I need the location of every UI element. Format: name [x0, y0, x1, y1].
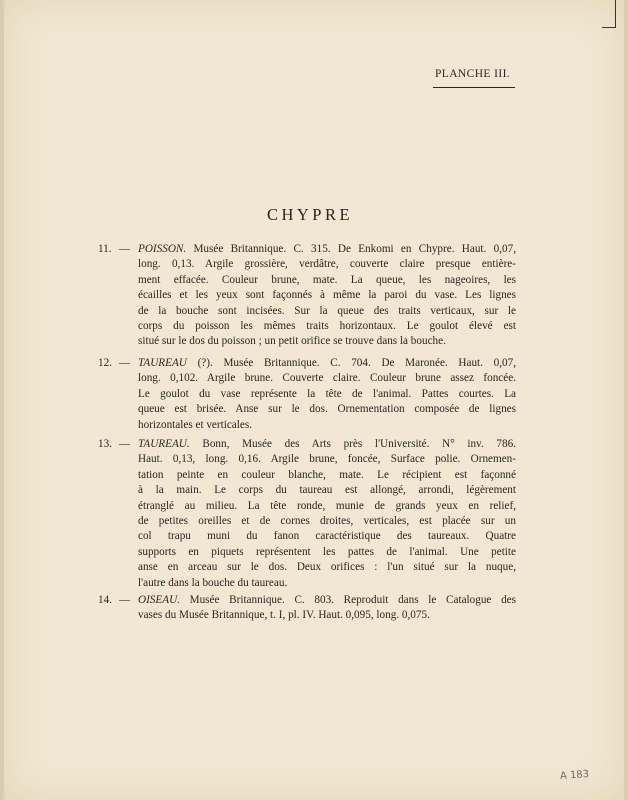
entry-line: Le goulot du vase représente la tête de l'animal. Pattes courtes. La [138, 387, 516, 400]
entry-line: long. 0,102. Argile brune. Couverte claire. Couleur brune assez foncée. [138, 372, 516, 385]
entry-dash: — [119, 594, 131, 606]
entry-line: Haut. 0,13, long. 0,16. Argile brune, foncée, Surface polie. Ornemen- [138, 453, 516, 466]
entry-line [132, 593, 516, 608]
entry-line-text: Musée Britannique. C. 315. De Enkomi en Chypre. Haut. 0,07, [186, 243, 516, 255]
entry-number: 11. [98, 243, 112, 255]
entry-number: 12. [98, 357, 112, 369]
plate-underline [433, 87, 515, 88]
object-name: OISEAU. [138, 594, 180, 606]
entry-line: long. 0,13. Argile grossière, verdâtre, couverte claire presque entière- [138, 258, 516, 271]
document-page [4, 0, 624, 800]
catalogue-entry [98, 593, 516, 624]
entry-line: l'autre dans la bouche du taureau. [138, 576, 288, 589]
entry-number: 14. [98, 594, 112, 606]
corner-mark [615, 0, 616, 28]
entry-line: supports en piquets représentent les pattes de l'animal. Une petite [138, 545, 516, 558]
entry-line: corps du poisson les mêmes traits horizontaux. Le goulot élevé est [138, 320, 516, 333]
catalogue-entry [98, 437, 516, 591]
entry-dash: — [119, 438, 131, 450]
entry-number: 13. [98, 438, 112, 450]
entry-line [132, 356, 516, 371]
entry-line: à la main. Le corps du taureau est allongé, arrondi, légèrement [138, 484, 516, 497]
entry-text [138, 242, 516, 350]
entry-line: col trapu muni du fanon caractéristique des taureaux. Quatre [138, 530, 516, 543]
entry-line-text: (?). Musée Britannique. C. 704. De Maronée. Haut. 0,07, [186, 357, 516, 369]
entry-line: ment effacée. Couleur brune, mate. La queue, les nageoires, les [138, 273, 516, 286]
entry-text [138, 437, 516, 591]
object-name: TAUREAU. [138, 438, 190, 450]
entry-text [138, 356, 516, 433]
plate-label: PLANCHE III. [435, 68, 511, 80]
archive-stamp: A 183 [559, 768, 590, 783]
entry-line: étranglé au milieu. La tête ronde, munie de grands yeux en relief, [138, 499, 516, 512]
entry-line: de petites oreilles et de cornes droites, verticales, est placée sur un [138, 515, 516, 528]
entry-line [132, 242, 516, 257]
catalogue-entry [98, 242, 516, 350]
entry-line-text: Bonn, Musée des Arts près l'Université. N° inv. 786. [189, 438, 516, 450]
entry-line: écailles et les yeux sont façonnés à même la paroi du vase. Les lignes [138, 289, 516, 302]
page-title: CHYPRE [266, 205, 354, 224]
entry-line: anse en arceau sur le dos. Deux orifices : l'un situé sur la nuque, [138, 561, 516, 574]
entry-line: vases du Musée Britannique, t. I, pl. IV. Haut. 0,095, long. 0,075. [138, 609, 430, 622]
catalogue-entry [98, 356, 516, 433]
entry-line-text: Musée Britannique. C. 803. Reproduit dans le Catalogue des [179, 594, 516, 606]
entry-text [138, 593, 516, 624]
corner-mark [602, 27, 616, 28]
object-name: POISSON. [138, 243, 187, 255]
entry-dash: — [119, 243, 131, 255]
entry-line: horizontales et verticales. [138, 418, 252, 431]
entry-line: de la bouche sont incisées. Sur la queue des traits verticaux, sur le [138, 304, 516, 317]
entry-line [132, 437, 516, 452]
entry-dash: — [119, 357, 131, 369]
entry-line: queue est brisée. Anse sur le dos. Ornementation composée de lignes [138, 403, 516, 416]
object-name: TAUREAU [138, 357, 187, 369]
entry-line: situé sur le dos du poisson ; un petit orifice se trouve dans la bouche. [138, 335, 446, 348]
entry-line: tation peinte en couleur blanche, mate. Le récipient est façonné [138, 468, 516, 481]
